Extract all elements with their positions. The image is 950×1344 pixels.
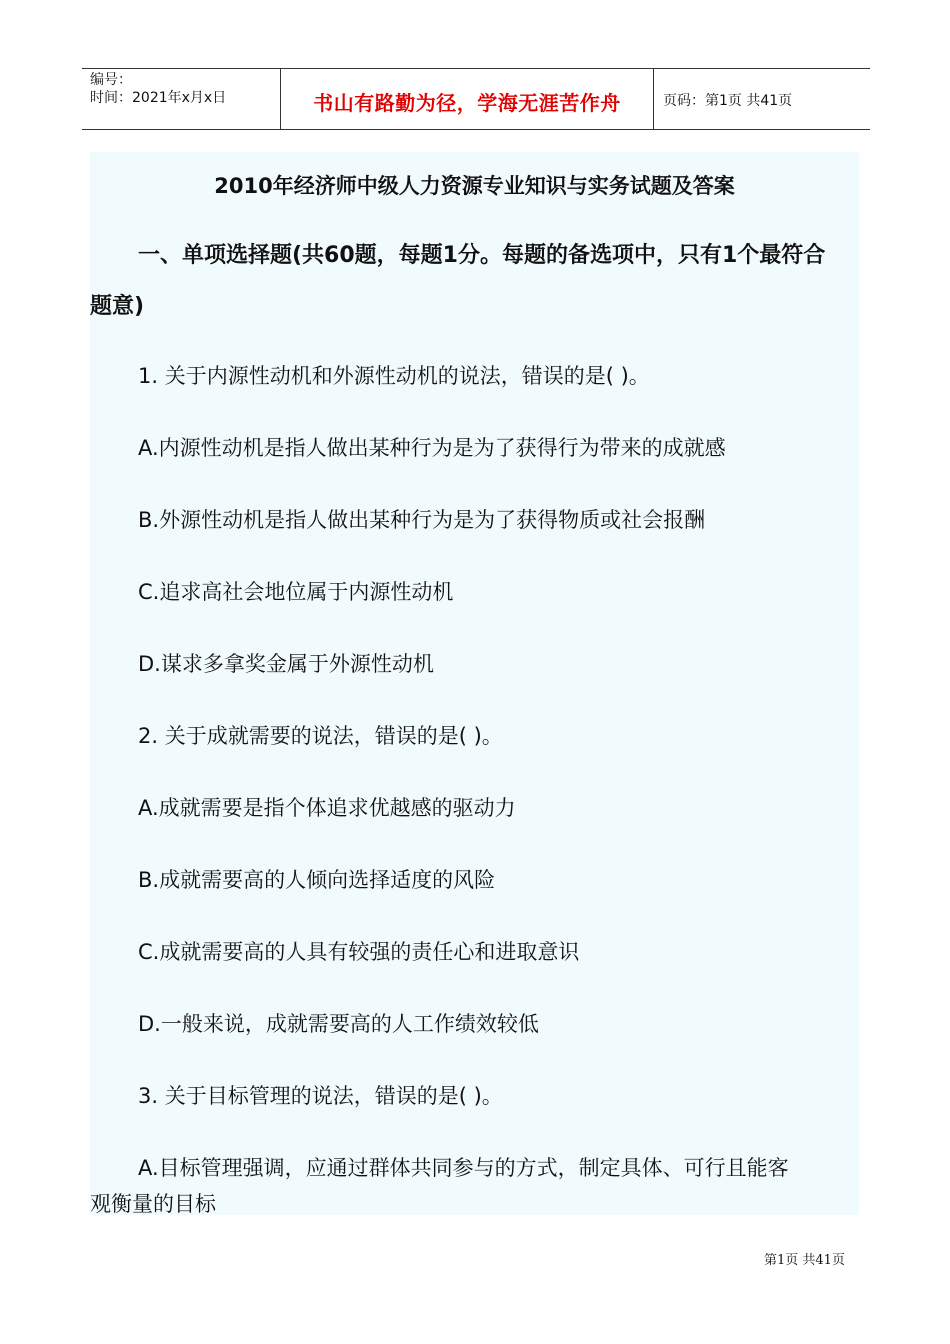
document-body <box>90 152 859 1215</box>
question-1: 1. 关于内源性动机和外源性动机的说法，错误的是( )。 <box>138 364 650 388</box>
question-2-option-a: A.成就需要是指个体追求优越感的驱动力 <box>138 796 516 820</box>
header-meta-cell <box>82 69 280 129</box>
serial-number-label: 编号： <box>90 72 132 88</box>
date-label: 时间：2021年x月x日 <box>90 90 227 106</box>
motto-text: 书山有路勤为径，学海无涯苦作舟 <box>313 91 621 115</box>
question-1-option-a: A.内源性动机是指人做出某种行为是为了获得行为带来的成就感 <box>138 436 726 460</box>
document-header <box>82 68 870 130</box>
question-1-option-b: B.外源性动机是指人做出某种行为是为了获得物质或社会报酬 <box>138 508 706 532</box>
header-motto-cell <box>280 69 654 129</box>
question-1-option-c: C.追求高社会地位属于内源性动机 <box>138 580 454 604</box>
question-2-option-b: B.成就需要高的人倾向选择适度的风险 <box>138 868 496 892</box>
question-3: 3. 关于目标管理的说法，错误的是( )。 <box>138 1084 503 1108</box>
section-heading-continued: 题意) <box>90 294 145 319</box>
question-2-option-c: C.成就需要高的人具有较强的责任心和进取意识 <box>138 940 580 964</box>
header-page-cell <box>653 69 870 129</box>
question-3-option-a: A.目标管理强调，应通过群体共同参与的方式，制定具体、可行且能客 <box>138 1156 789 1180</box>
question-2: 2. 关于成就需要的说法，错误的是( )。 <box>138 724 503 748</box>
footer-page-number: 第1页 共41页 <box>764 1253 845 1268</box>
page-title: 2010年经济师中级人力资源专业知识与实务试题及答案 <box>214 174 735 198</box>
header-page-info: 页码：第1页 共41页 <box>663 93 793 109</box>
section-heading: 一、单项选择题(共60题，每题1分。每题的备选项中，只有1个最符合 <box>138 243 826 268</box>
question-2-option-d: D.一般来说，成就需要高的人工作绩效较低 <box>138 1012 539 1036</box>
question-3-option-a-continued: 观衡量的目标 <box>90 1192 216 1216</box>
question-1-option-d: D.谋求多拿奖金属于外源性动机 <box>138 652 434 676</box>
